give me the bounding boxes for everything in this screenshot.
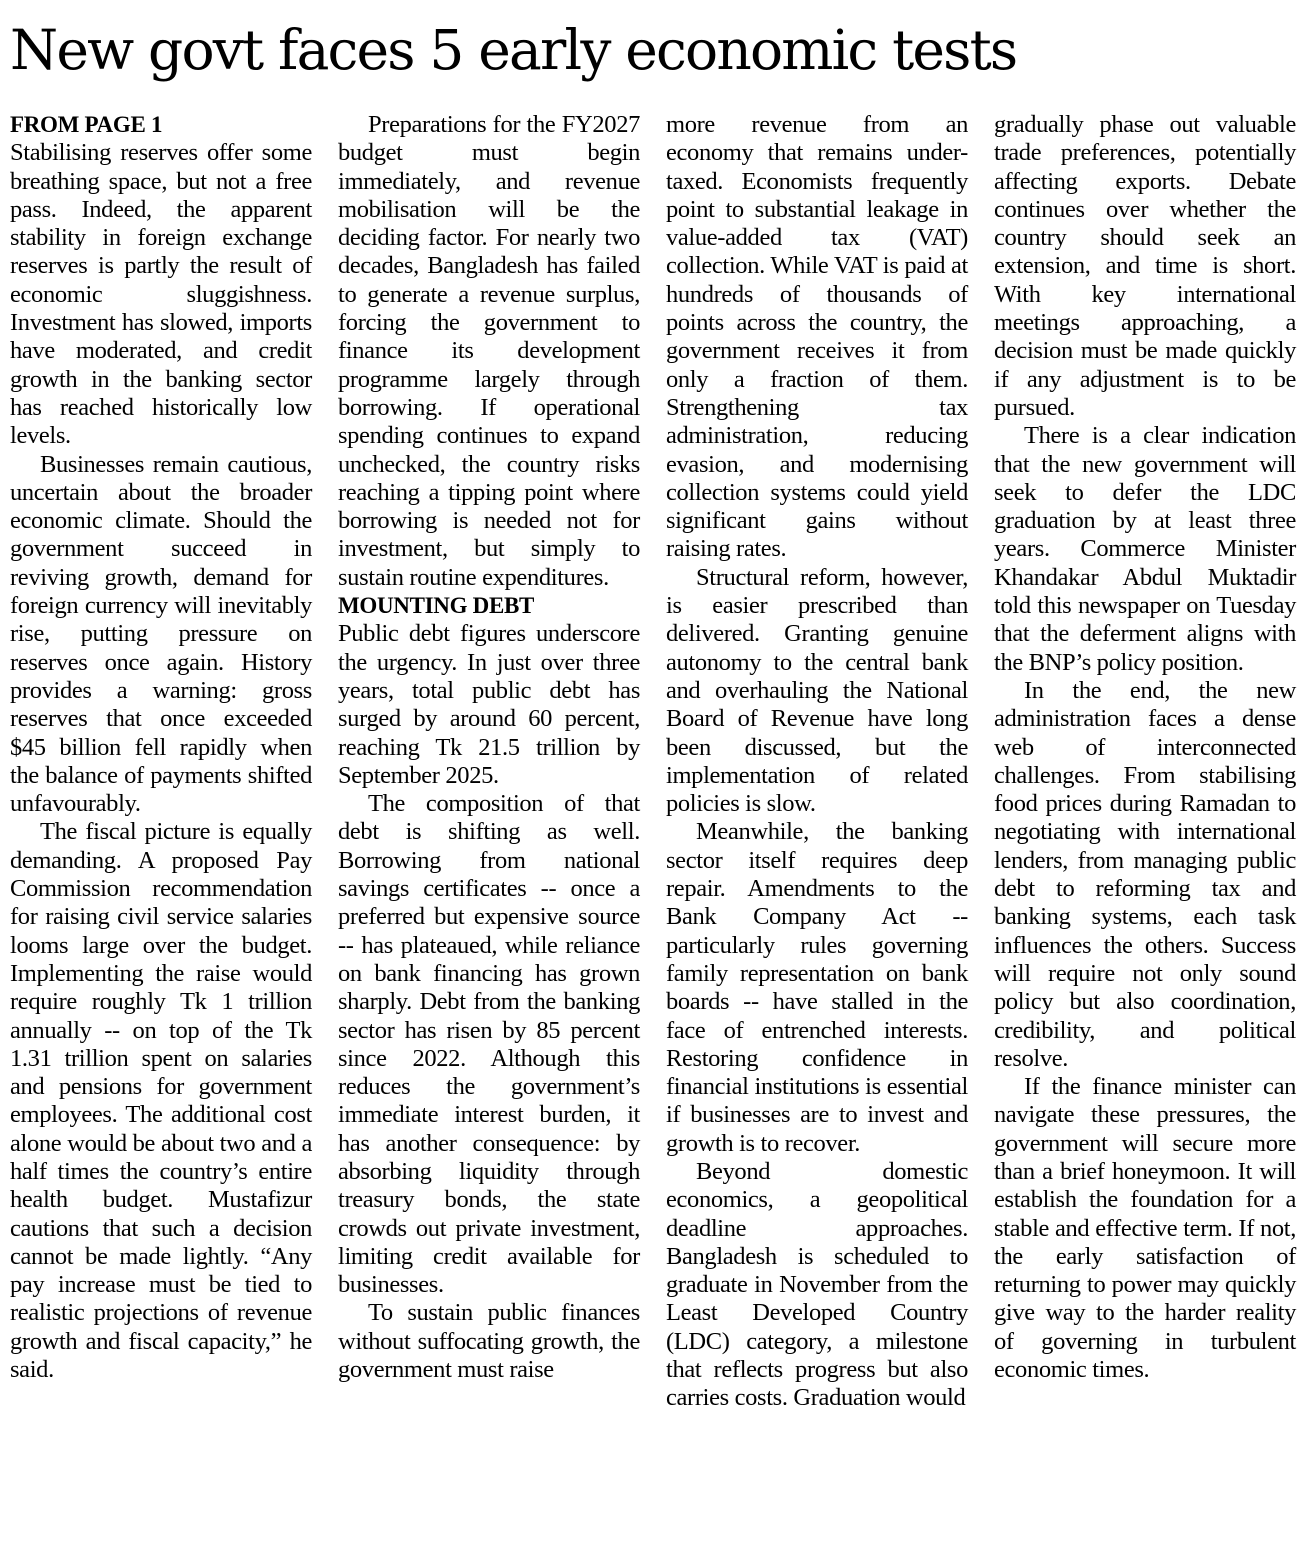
paragraph: Public debt figures underscore the urgency. In just over three years, total public debt has surged by around 60 percent, reaching Tk 21.5 trillion by September 2025.: [338, 620, 640, 789]
paragraph: Meanwhile, the banking sector itself requires deep repair. Amendments to the Bank Company Act -- particularly rules governing family representation on bank boards -- have stalled in the face of entrenched interests. Restoring confidence in financial institutions is essential if businesses are to invest and growth is to recover.: [666, 818, 968, 1157]
paragraph: There is a clear indication that the new government will seek to defer the LDC graduation by at least three years. Commerce Minister Khandakar Abdul Muktadir told this newspaper on Tuesday that the deferment aligns with the BNP’s policy position.: [994, 422, 1296, 676]
paragraph: Businesses remain cautious, uncertain about the broader economic climate. Should the government succeed in reviving growth, demand for foreign currency will inevitably rise, putting pressure on reserves once again. History provides a warning: gross reserves that once exceeded $45 billion fell rapidly when the balance of payments shifted unfavourably.: [10, 450, 312, 818]
paragraph: Stabilising reserves offer some breathing space, but not a free pass. Indeed, the apparent stability in foreign exchange reserves is partly the result of economic sluggishness. Investment has slowed, imports have moderated, and credit growth in the banking sector has reached historically low levels.: [10, 139, 312, 450]
paragraph: In the end, the new administration faces a dense web of interconnected challenges. From stabilising food prices during Ramadan to negotiating with international lenders, from managing public debt to reforming tax and banking systems, each task influences the others. Success will require not only sound policy but also coordination, credibility, and political resolve.: [994, 676, 1296, 1072]
paragraph: Beyond domestic economics, a geopolitical deadline approaches. Bangladesh is scheduled to graduate in November from the Least Developed Country (LDC) category, a milestone that reflects progress but also carries costs. Graduation would: [666, 1157, 968, 1412]
paragraph: To sustain public finances without suffocating growth, the government must raise: [338, 1299, 640, 1384]
column-2: [338, 111, 640, 1413]
article-body: [10, 111, 1296, 1413]
subhead-mounting-debt: MOUNTING DEBT: [338, 593, 535, 619]
paragraph: If the finance minister can navigate these pressures, the government will secure more than a brief honeymoon. It will establish the foundation for a stable and effective term. If not, the early satisfaction of returning to power may quickly give way to the harder reality of governing in turbulent economic times.: [994, 1073, 1296, 1384]
paragraph: more revenue from an economy that remains under-taxed. Economists frequently point to substantial leakage in value-added tax (VAT) collection. While VAT is paid at hundreds of thousands of points across the country, the government receives it from only a fraction of them. Strengthening tax administration, reducing evasion, and modernising collection systems could yield significant gains without raising rates.: [666, 111, 968, 563]
kicker: FROM PAGE 1: [10, 112, 163, 137]
paragraph: Preparations for the FY2027 budget must begin immediately, and revenue mobilisation will be the deciding factor. For nearly two decades, Bangladesh has failed to generate a revenue surplus, forcing the government to finance its development programme largely through borrowing. If operational spending continues to expand unchecked, the country risks reaching a tipping point where borrowing is needed not for investment, but simply to sustain routine expenditures.: [338, 111, 640, 591]
paragraph: The fiscal picture is equally demanding. A proposed Pay Commission recommendation for raising civil service salaries looms large over the budget. Implementing the raise would require roughly Tk 1 trillion annually -- on top of the Tk 1.31 trillion spent on salaries and pensions for government employees. The additional cost alone would be about two and a half times the country’s entire health budget. Mustafizur cautions that such a decision cannot be made lightly. “Any pay increase must be tied to realistic projections of revenue growth and fiscal capacity,” he said.: [10, 818, 312, 1384]
paragraph: gradually phase out valuable trade preferences, potentially affecting exports. Debate continues over whether the country should seek an extension, and time is short. With key international meetings approaching, a decision must be made quickly if any adjustment is to be pursued.: [994, 111, 1296, 421]
headline: New govt faces 5 early economic tests: [10, 18, 1017, 82]
column-4: [994, 111, 1296, 1413]
column-1: [10, 111, 312, 1413]
column-3: [666, 111, 968, 1413]
paragraph: The composition of that debt is shifting as well. Borrowing from national savings certificates -- once a preferred but expensive source -- has plateaued, while reliance on bank financing has grown sharply. Debt from the banking sector has risen by 85 percent since 2022. Although this reduces the government’s immediate interest burden, it has another consequence: by absorbing liquidity through treasury bonds, the state crowds out private investment, limiting credit available for businesses.: [338, 790, 640, 1299]
paragraph: Structural reform, however, is easier prescribed than delivered. Granting genuine autonomy to the central bank and overhauling the National Board of Revenue have long been discussed, but the implementation of related policies is slow.: [666, 563, 968, 818]
